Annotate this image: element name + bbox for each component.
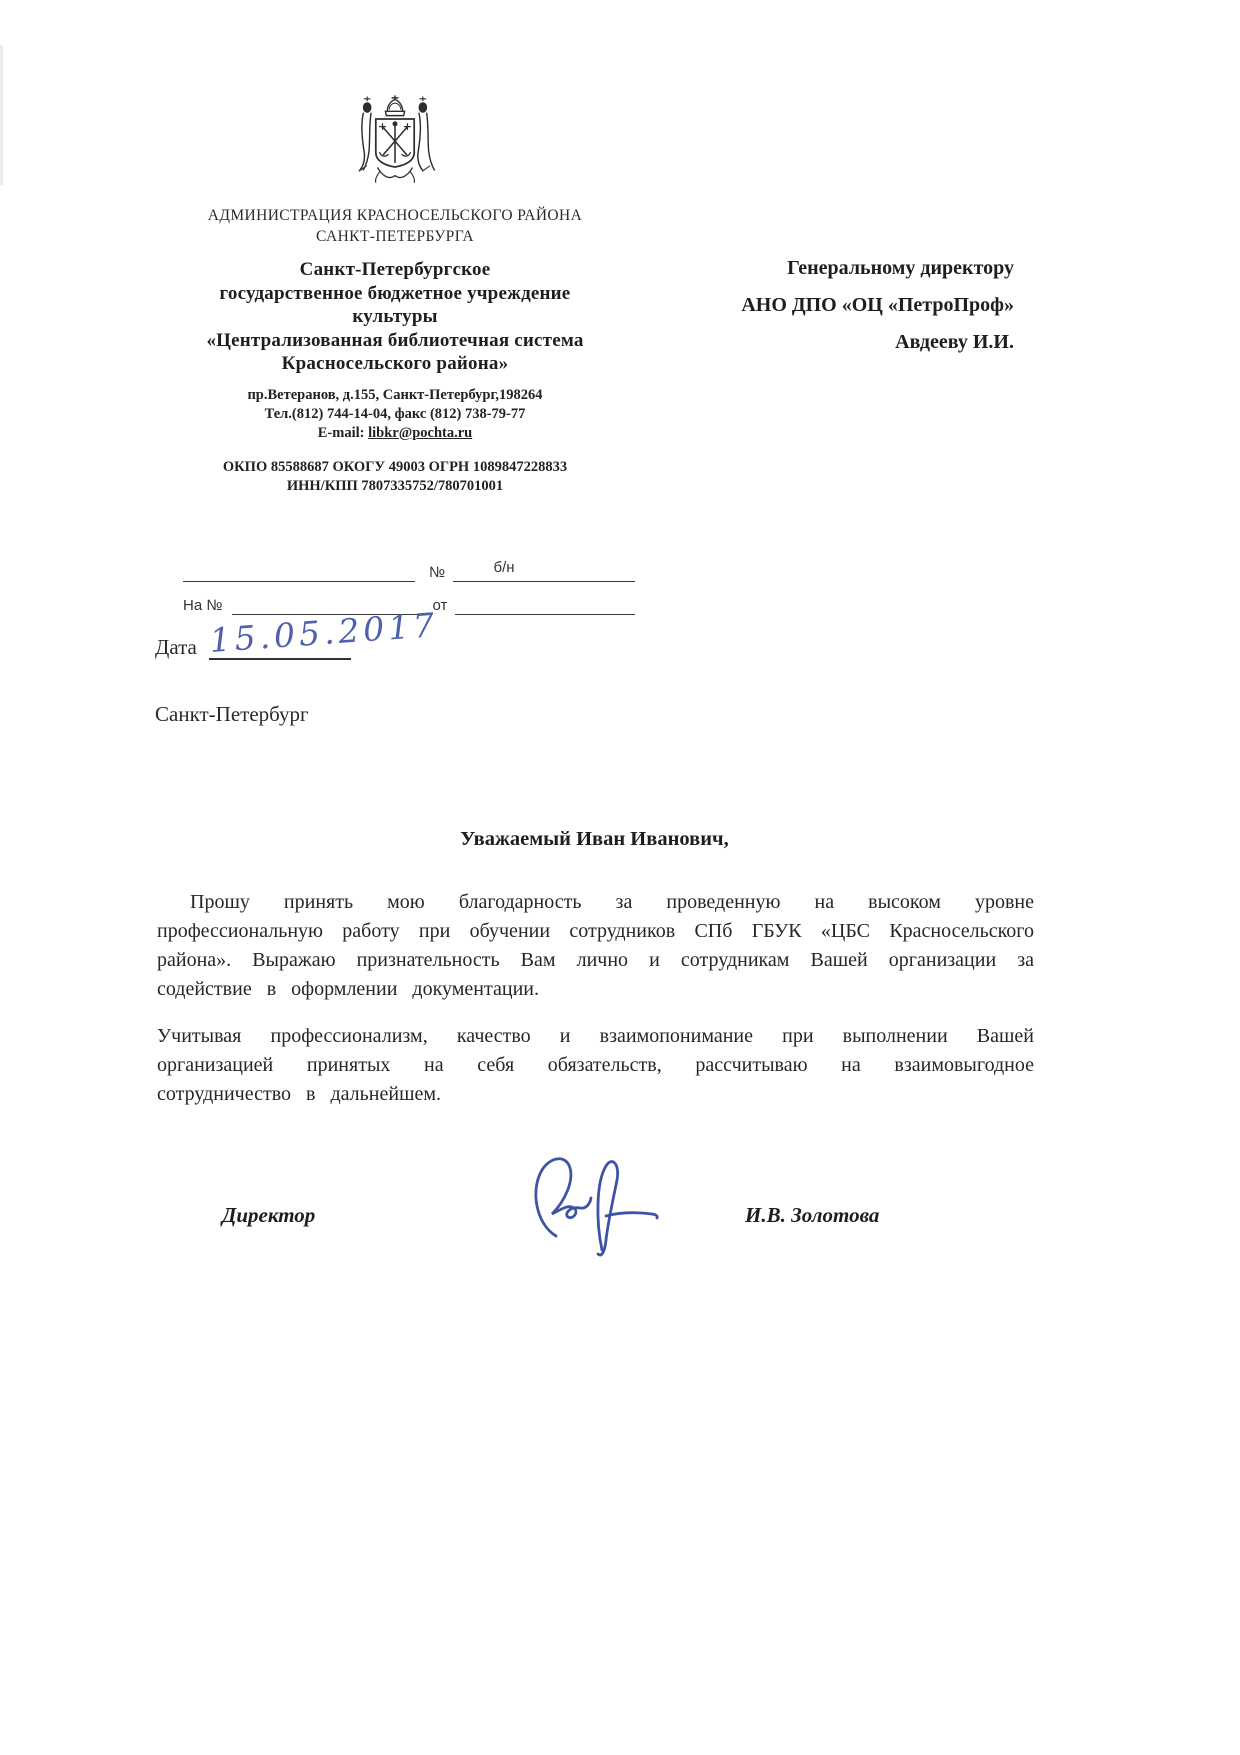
signer-position: Директор — [222, 1203, 316, 1227]
postal-address: пр.Ветеранов, д.155, Санкт-Петербург,198264 — [247, 386, 543, 403]
email-line — [160, 424, 630, 443]
addressee-block — [741, 250, 1014, 361]
org-name-line: «Централизованная библиотечная система — [206, 329, 584, 351]
org-name-line: культуры — [352, 306, 438, 327]
scan-edge-artifact — [0, 45, 3, 185]
date-underline — [208, 605, 440, 660]
signer-name: И.В. Золотова — [745, 1203, 880, 1227]
date-label: Дата — [155, 635, 197, 659]
body-paragraph-2: Учитывая профессионализм, качество и взаимопонимание при выполнении Вашей организацией принятых на себя обязательств, рассчитываю на взаимовыгодное сотрудничество в дальнейшем. — [157, 1025, 1034, 1105]
number-sign-label: № — [429, 564, 446, 581]
organization-name — [160, 258, 630, 376]
registry-codes — [160, 458, 630, 496]
saint-petersburg-coat-of-arms-icon — [336, 95, 454, 191]
reply-date-blank — [455, 592, 635, 615]
addressee-organization: АНО ДПО «ОЦ «ПетроПроф» — [741, 294, 1014, 316]
contact-block — [160, 386, 630, 443]
registry-line-1: ОКПО 85588687 ОКОГУ 49003 ОГРН 1089847228833 — [222, 458, 568, 475]
administration-line-1: АДМИНИСТРАЦИЯ КРАСНОСЕЛЬСКОГО РАЙОНА — [207, 207, 583, 224]
handwritten-signature — [518, 1138, 678, 1268]
city-line: Санкт-Петербург — [155, 702, 309, 726]
letterhead — [160, 95, 630, 496]
reply-to-label: На № — [183, 597, 223, 614]
registry-line-2: ИНН/КПП 7807335752/780701001 — [286, 477, 504, 494]
outgoing-date-blank — [183, 559, 415, 582]
addressee-name: Авдееву И.И. — [895, 331, 1014, 353]
addressee-title: Генеральному директору — [787, 257, 1014, 279]
handwritten-date: 15.05.2017 — [208, 605, 440, 660]
org-name-line: государственное бюджетное учреждение — [219, 282, 571, 304]
administration-line-2: САНКТ-ПЕТЕРБУРГА — [316, 228, 474, 245]
email-address: libkr@pochta.ru — [368, 424, 473, 441]
from-label: от — [432, 597, 448, 614]
email-label: E-mail: — [317, 424, 365, 441]
outgoing-number-value: б/н — [453, 559, 635, 582]
body-paragraph-1: Прошу принять мою благодарность за проведенную на высоком уровне профессиональную работу при обучении сотрудников СПб ГБУК «ЦБС Красносельского района». Выражаю признательность Вам лично и сотрудникам Вашей организации за содействие в оформлении документации. — [157, 891, 1034, 1000]
org-name-line: Санкт-Петербургское — [299, 259, 491, 280]
org-name-line: Красносельского района» — [281, 353, 509, 374]
administration-name — [160, 205, 630, 247]
salutation: Уважаемый Иван Иванович, — [460, 828, 729, 850]
outgoing-number-row — [183, 556, 635, 582]
phone-fax: Тел.(812) 744-14-04, факс (812) 738-79-77 — [264, 405, 526, 422]
